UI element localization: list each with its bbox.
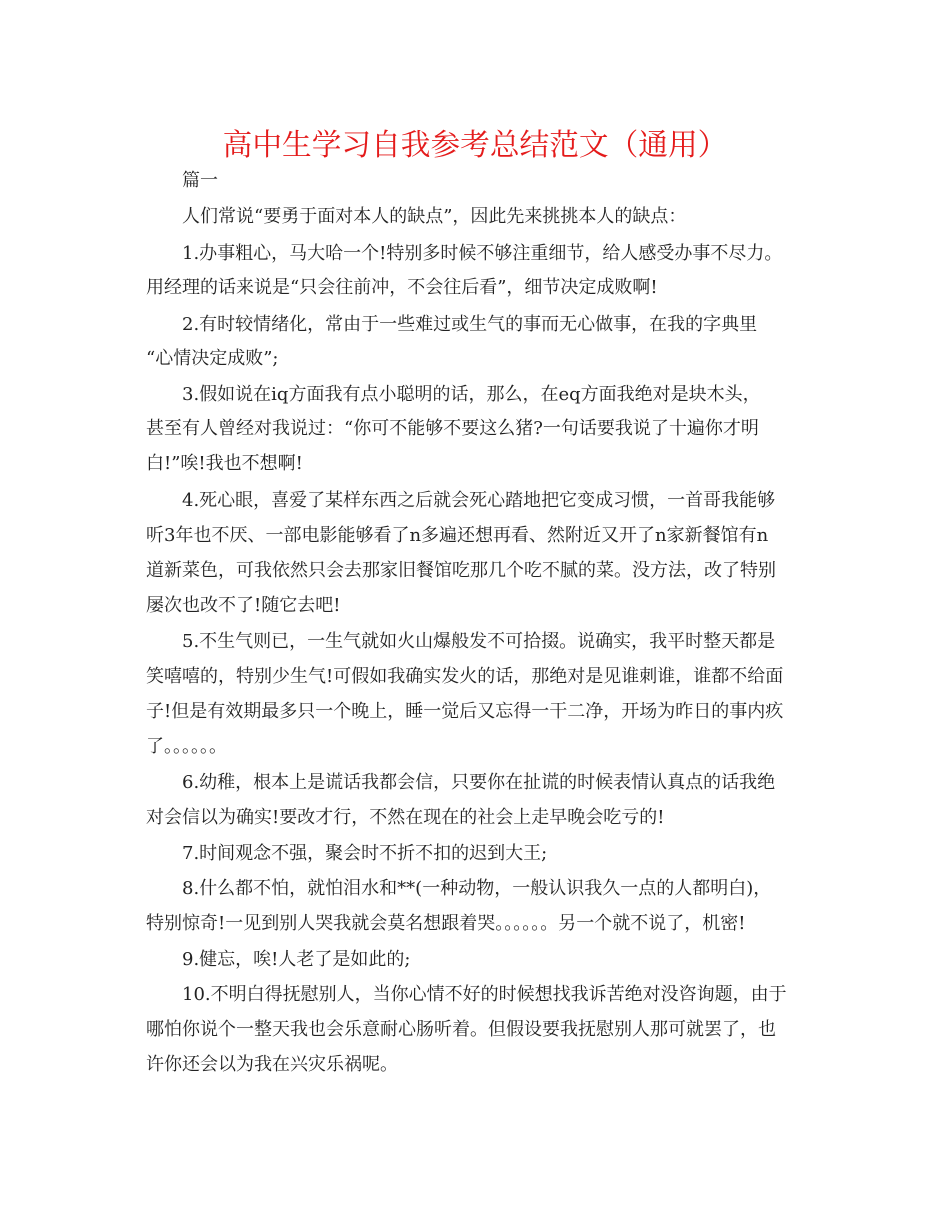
paragraph-line: 甚至有人曾经对我说过：“你可不能够不要这么猪?一句话要我说了十遍你才明 — [146, 418, 759, 439]
paragraph-line: 10.不明白得抚慰别人，当你心情不好的时候想找我诉苦绝对没咨询题，由于 — [182, 984, 787, 1005]
paragraph-line: 篇一 — [182, 170, 218, 191]
document-title: 高中生学习自我参考总结范文（通用） — [222, 128, 728, 163]
paragraph-line: 特别惊奇!一见到别人哭我就会莫名想跟着哭。。。。。。另一个就不说了，机密! — [146, 913, 746, 934]
paragraph-line: 许你还会以为我在兴灾乐祸呢。 — [146, 1054, 398, 1075]
paragraph-line: 9.健忘，唉!人老了是如此的; — [182, 949, 411, 970]
paragraph-line: 7.时间观念不强，聚会时不折不扣的迟到大王; — [182, 843, 548, 864]
paragraph-line: 哪怕你说个一整天我也会乐意耐心肠听着。但假设要我抚慰别人那可就罢了，也 — [146, 1019, 776, 1040]
paragraph-line: 了。。。。。。 — [146, 736, 227, 757]
paragraph-line: 道新菜色，可我依然只会去那家旧餐馆吃那几个吃不腻的菜。没方法，改了特别 — [146, 560, 776, 581]
paragraph-line: 8.什么都不怕，就怕泪水和**(一种动物，一般认识我久一点的人都明白)， — [182, 878, 772, 899]
paragraph-line: 白!”唉!我也不想啊! — [146, 453, 303, 474]
paragraph-line: 3.假如说在iq方面我有点小聪明的话，那么，在eq方面我绝对是块木头， — [182, 384, 761, 405]
paragraph-line: 屡次也改不了!随它去吧! — [146, 595, 341, 616]
paragraph-line: 用经理的话来说是“只会往前冲，不会往后看”，细节决定成败啊! — [146, 277, 658, 298]
paragraph-line: 5.不生气则已，一生气就如火山爆般发不可拾掇。说确实，我平时整天都是 — [182, 631, 776, 652]
paragraph-line: 对会信以为确实!要改才行，不然在现在的社会上走早晚会吃亏的! — [146, 807, 665, 828]
paragraph-line: 听3年也不厌、一部电影能够看了n多遍还想再看、然附近又开了n家新餐馆有n — [146, 525, 769, 546]
paragraph-line: 2.有时较情绪化，常由于一些难过或生气的事而无心做事，在我的字典里 — [182, 314, 758, 335]
paragraph-line: 笑嘻嘻的，特别少生气!可假如我确实发火的话，那绝对是见谁刺谁，谁都不给面 — [146, 666, 784, 687]
paragraph-line: “心情决定成败”; — [146, 348, 279, 369]
paragraph-line: 1.办事粗心，马大哈一个!特别多时候不够注重细节，给人感受办事不尽力。 — [182, 243, 783, 264]
paragraph-line: 4.死心眼，喜爱了某样东西之后就会死心踏地把它变成习惯，一首哥我能够 — [182, 490, 776, 511]
paragraph-line: 6.幼稚，根本上是谎话我都会信，只要你在扯谎的时候表情认真点的话我绝 — [182, 772, 776, 793]
paragraph-line: 子!但是有效期最多只一个晚上，睡一觉后又忘得一干二净，开场为昨日的事内疚 — [146, 701, 784, 722]
paragraph-line: 人们常说“要勇于面对本人的缺点”，因此先来挑挑本人的缺点： — [182, 206, 687, 227]
